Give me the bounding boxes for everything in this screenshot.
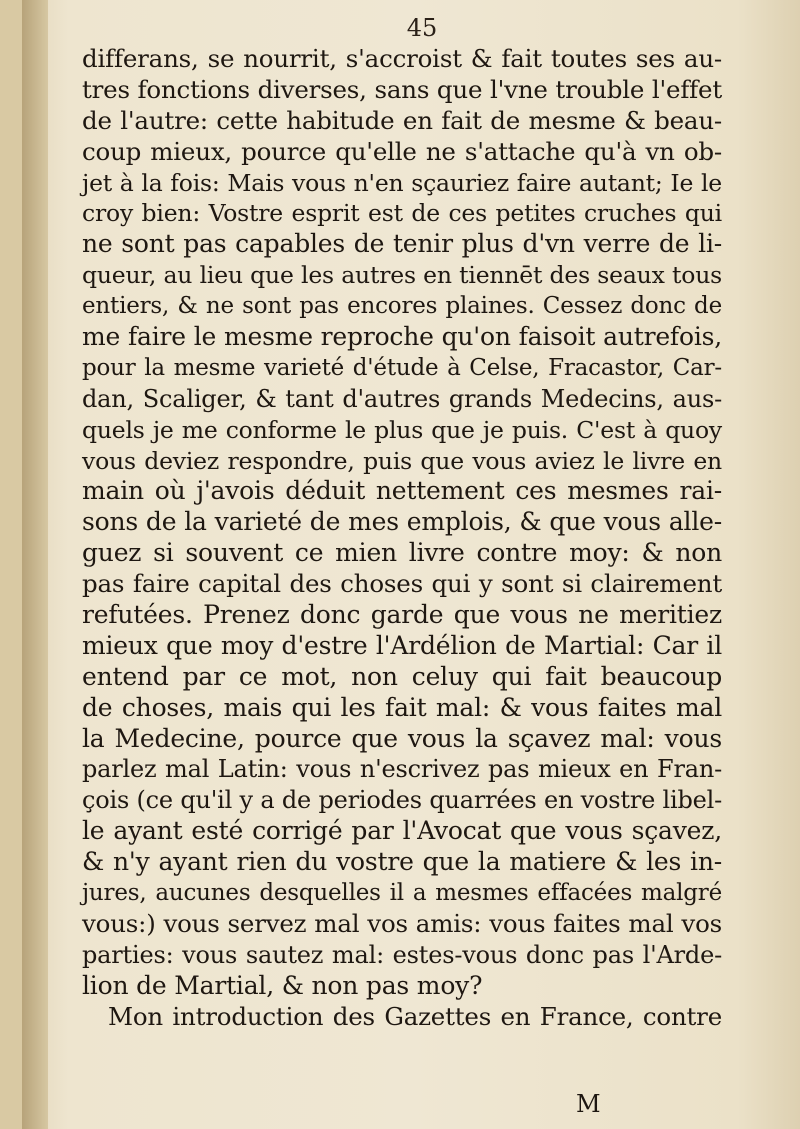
text-line: de choses, mais qui les fait mal: & vous faites mal (82, 692, 722, 722)
text-line: ne sont pas capables de tenir plus d'vn verre de li- (82, 229, 722, 259)
text-line: çois (ce qu'il y a de periodes quarrées en vostre libel- (82, 786, 723, 815)
text-line: & n'y ayant rien du vostre que la matiere & les in- (82, 847, 722, 877)
text-line: la Medecine, pource que vous la sçavez mal: vous (82, 723, 722, 753)
page-gutter (22, 0, 48, 1129)
text-line: sons de la varieté de mes emplois, & que vous alle- (82, 507, 722, 537)
text-line: main où j'avois déduit nettement ces mesmes rai- (82, 476, 722, 506)
text-line: Mon introduction des Gazettes en France, contre (108, 1001, 722, 1031)
text-line: refutées. Prenez donc garde que vous ne meritiez (82, 600, 722, 630)
book-page (22, 0, 800, 1129)
text-line: vous deviez respondre, puis que vous aviez le livre en (82, 446, 722, 475)
body-text (82, 44, 722, 1033)
text-line: parlez mal Latin: vous n'escrivez pas mieux en Fran- (82, 755, 722, 784)
text-line: quels je me conforme le plus que je puis. C'est à quoy (82, 415, 722, 444)
text-line: tres fonctions diverses, sans que l'vne trouble l'effet (82, 74, 722, 104)
text-line: vous:) vous servez mal vos amis: vous faites mal vos (82, 908, 722, 938)
text-line: coup mieux, pource qu'elle ne s'attache qu'à vn ob- (82, 136, 722, 166)
text-line: jures, aucunes desquelles il a mesmes effacées malgré (82, 880, 722, 907)
text-line: entend par ce mot, non celuy qui fait beaucoup (82, 661, 722, 691)
text-line: dan, Scaliger, & tant d'autres grands Medecins, aus- (82, 384, 722, 413)
text-line: pour la mesme varieté d'étude à Celse, Fracastor, Car- (82, 354, 722, 381)
text-line: queur, au lieu que les autres en tiennēt des seaux tous (82, 261, 722, 290)
text-line: le ayant esté corrigé par l'Avocat que vous sçavez, (82, 816, 722, 846)
text-line: pas faire capital des choses qui y sont si clairement (82, 569, 722, 599)
text-line: jet à la fois: Mais vous n'en sçauriez faire autant; Ie le (82, 168, 722, 197)
text-line: mieux que moy d'estre l'Ardélion de Martial: Car il (82, 630, 722, 660)
text-line: guez si souvent ce mien livre contre moy: & non (82, 538, 722, 568)
text-line: de l'autre: cette habitude en fait de mesme & beau- (82, 105, 722, 135)
text-line: lion de Martial, & non pas moy? (82, 970, 483, 1000)
text-line: entiers, & ne sont pas encores plaines. Cessez donc de (82, 293, 722, 320)
page-number: 45 (406, 14, 438, 42)
text-line: me faire le mesme reproche qu'on faisoit autrefois, (82, 322, 722, 352)
text-line: croy bien: Vostre esprit est de ces petites cruches qui (82, 199, 722, 228)
catchword: M (576, 1090, 601, 1118)
text-line: parties: vous sautez mal: estes-vous donc pas l'Arde- (82, 940, 722, 969)
text-line: differans, se nourrit, s'accroist & fait toutes ses au- (82, 44, 722, 73)
